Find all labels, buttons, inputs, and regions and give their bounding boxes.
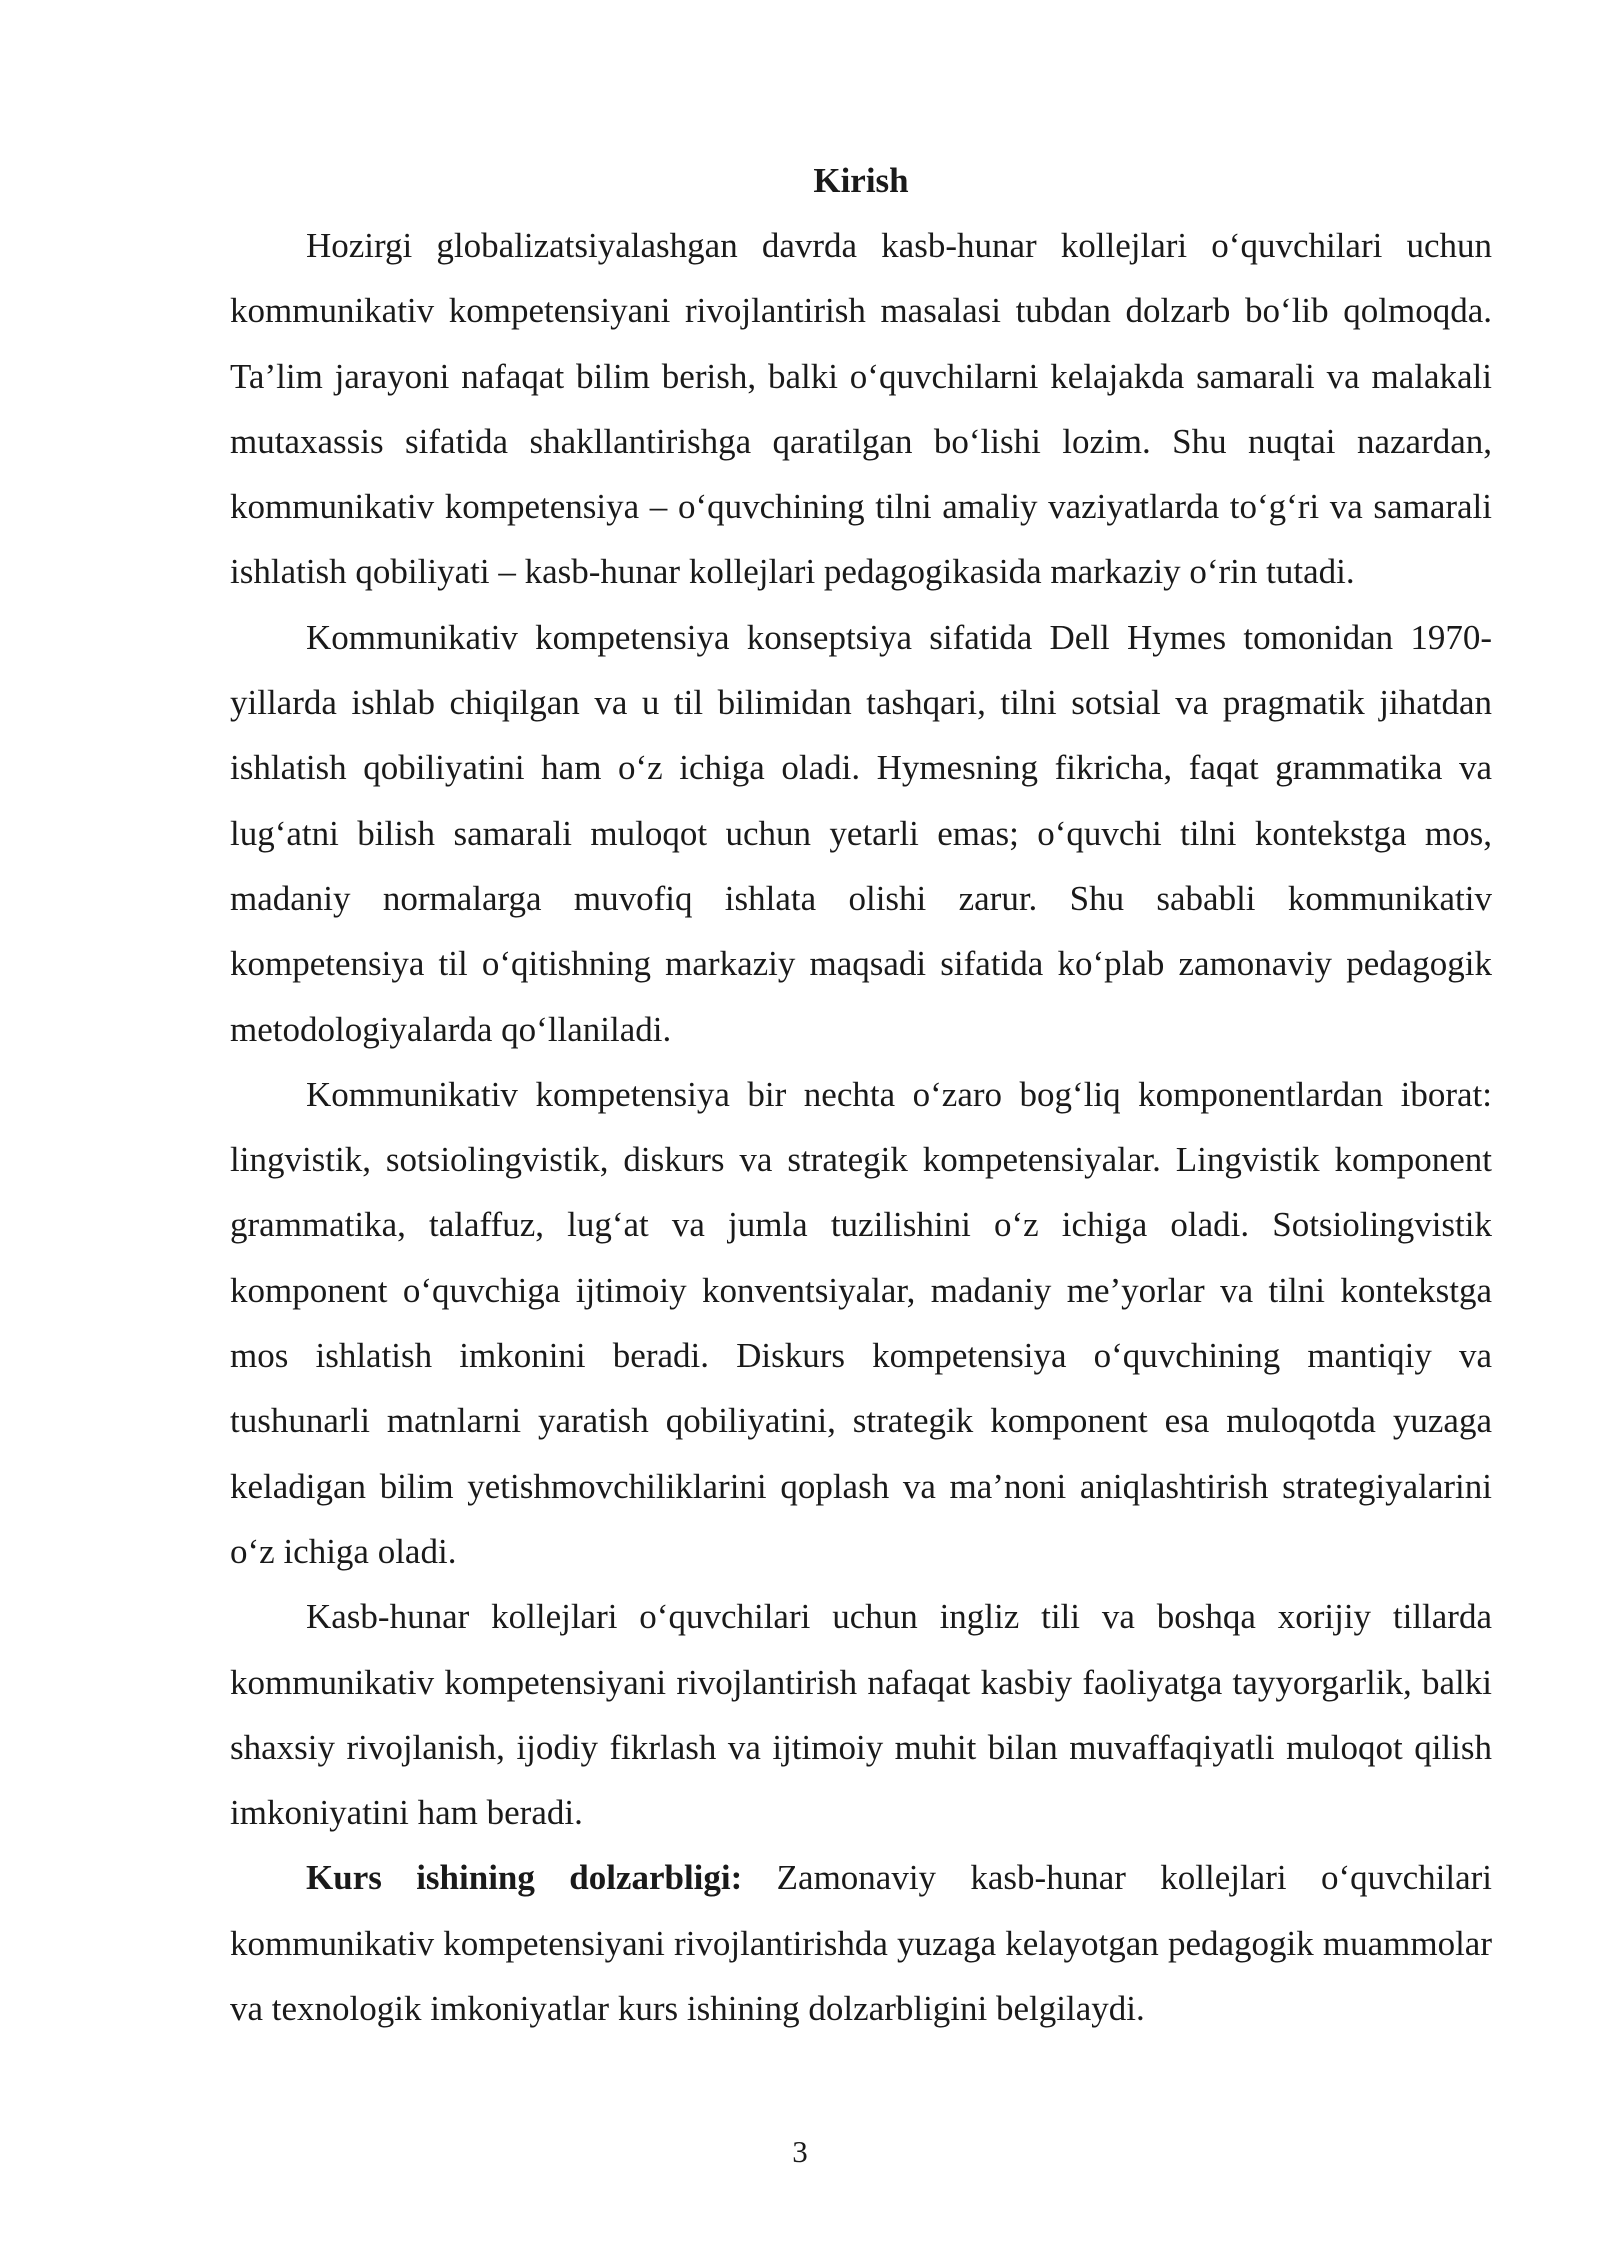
paragraph-intro: Hozirgi globalizatsiyalashgan davrda kasb-hunar kollejlari o‘quvchilari uchun kommunikativ kompetensiyani rivojlantirish masalasi tubdan dolzarb bo‘lib qolmoqda. Ta’lim jarayoni nafaqat bilim berish, balki o‘quvchilarni kelajakda samarali va malakali mutaxassis sifatida shakllantirishga qaratilgan bo‘lishi lozim. Shu nuqtai nazardan, kommunikativ kompetensiya – o‘quvchining tilni amaliy vaziyatlarda to‘g‘ri va samarali ishlatish qobiliyati – kasb-hunar kollejlari pedagogikasida markaziy o‘rin tutadi. bbox=[230, 226, 1492, 592]
page-number: 3 bbox=[792, 2134, 808, 2169]
paragraph-components: Kommunikativ kompetensiya bir nechta o‘zaro bog‘liq komponentlardan iborat: lingvistik, sotsiolingvistik, diskurs va strategik kompetensiyalar. Lingvistik komponent grammatika, talaffuz, lug‘at va jumla tuzilishini o‘z ichiga oladi. Sotsiolingvistik komponent o‘quvchiga ijtimoiy konventsiyalar, madaniy me’yorlar va tilni kontekstga mos ishlatish imkonini beradi. Diskurs kompetensiya o‘quvchining mantiqiy va tushunarli matnlarni yaratish qobiliyatini, strategik komponent esa muloqotda yuzaga keladigan bilim yetishmovchiliklarini qoplash va ma’noni aniqlashtirish strategiyalarini o‘z ichiga oladi. bbox=[230, 1074, 1492, 1571]
section-title: Kirish bbox=[813, 161, 909, 200]
relevance-heading: Kurs ishining dolzarbligi: bbox=[306, 1858, 743, 1898]
paragraph-colleges: Kasb-hunar kollejlari o‘quvchilari uchun ingliz tili va boshqa xorijiy tillarda kommunikativ kompetensiyani rivojlantirish nafaqat kasbiy faoliyatga tayyorgarlik, balki shaxsiy rivojlanish, ijodiy fikrlash va ijtimoiy muhit bilan muvaffaqiyatli muloqot qilish imkoniyatini ham beradi. bbox=[230, 1597, 1492, 1833]
paragraph-relevance bbox=[230, 1845, 1492, 2041]
relevance-text: Zamonaviy kasb-hunar kollejlari o‘quvchilari kommunikativ kompetensiyani rivojlantirishda yuzaga kelayotgan pedagogik muammolar va texnologik imkoniyatlar kurs ishining dolzarbligini belgilaydi. bbox=[230, 1858, 1492, 2029]
document-page bbox=[230, 148, 1492, 2041]
paragraph-hymes: Kommunikativ kompetensiya konseptsiya sifatida Dell Hymes tomonidan 1970-yillarda ishlab chiqilgan va u til bilimidan tashqari, tilni sotsial va pragmatik jihatdan ishlatish qobiliyatini ham o‘z ichiga oladi. Hymesning fikricha, faqat grammatika va lug‘atni bilish samarali muloqot uchun yetarli emas; o‘quvchi tilni kontekstga mos, madaniy normalarga muvofiq ishlata olishi zarur. Shu sababli kommunikativ kompetensiya til o‘qitishning markaziy maqsadi sifatida ko‘plab zamonaviy pedagogik metodologiyalarda qo‘llaniladi. bbox=[230, 617, 1492, 1049]
